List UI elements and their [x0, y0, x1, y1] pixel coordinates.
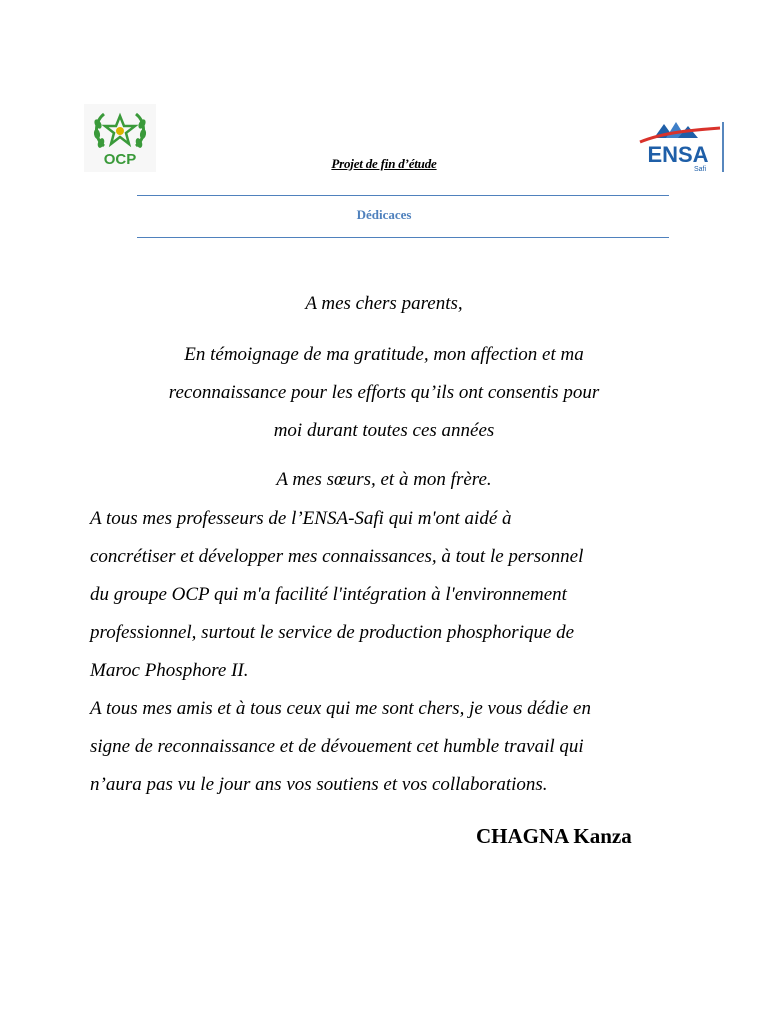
header-divider-top [137, 195, 669, 196]
dedication-parents: A mes chers parents, [305, 293, 463, 314]
paragraph-line: du groupe OCP qui m'a facilité l'intégration à l'environnement [90, 584, 567, 605]
ocp-logo-text: OCP [103, 151, 137, 168]
dedication-professors [90, 500, 690, 804]
dedication-gratitude [90, 336, 678, 450]
paragraph-line: concrétiser et développer mes connaissances, à tout le personnel [90, 546, 584, 567]
gratitude-line: En témoignage de ma gratitude, mon affection et ma [184, 344, 584, 365]
paragraph-line: A tous mes professeurs de l’ENSA-Safi qui m'ont aidé à [90, 508, 512, 529]
gratitude-line: moi durant toutes ces années [273, 420, 495, 441]
paragraph-line: professionnel, surtout le service de production phosphorique de [90, 622, 575, 643]
paragraph-line: Maroc Phosphore II. [90, 660, 249, 681]
gratitude-line: reconnaissance pour les efforts qu’ils ont consentis pour [168, 382, 600, 403]
signature: CHAGNA Kanza [476, 824, 632, 848]
paragraph-line: n’aura pas vu le jour ans vos soutiens et vos collaborations. [90, 774, 548, 795]
project-title: Projet de fin d’étude [331, 156, 437, 171]
dedication-siblings: A mes sœurs, et à mon frère. [276, 469, 492, 490]
paragraph-line: signe de reconnaissance et de dévouement cet humble travail qui [90, 736, 584, 757]
ensa-logo-subtext: Safi [693, 166, 707, 173]
ensa-logo-text: ENSA [647, 142, 709, 167]
header-divider-bottom [137, 237, 669, 238]
paragraph-line: A tous mes amis et à tous ceux qui me sont chers, je vous dédie en [90, 698, 591, 719]
section-title: Dédicaces [356, 207, 412, 222]
